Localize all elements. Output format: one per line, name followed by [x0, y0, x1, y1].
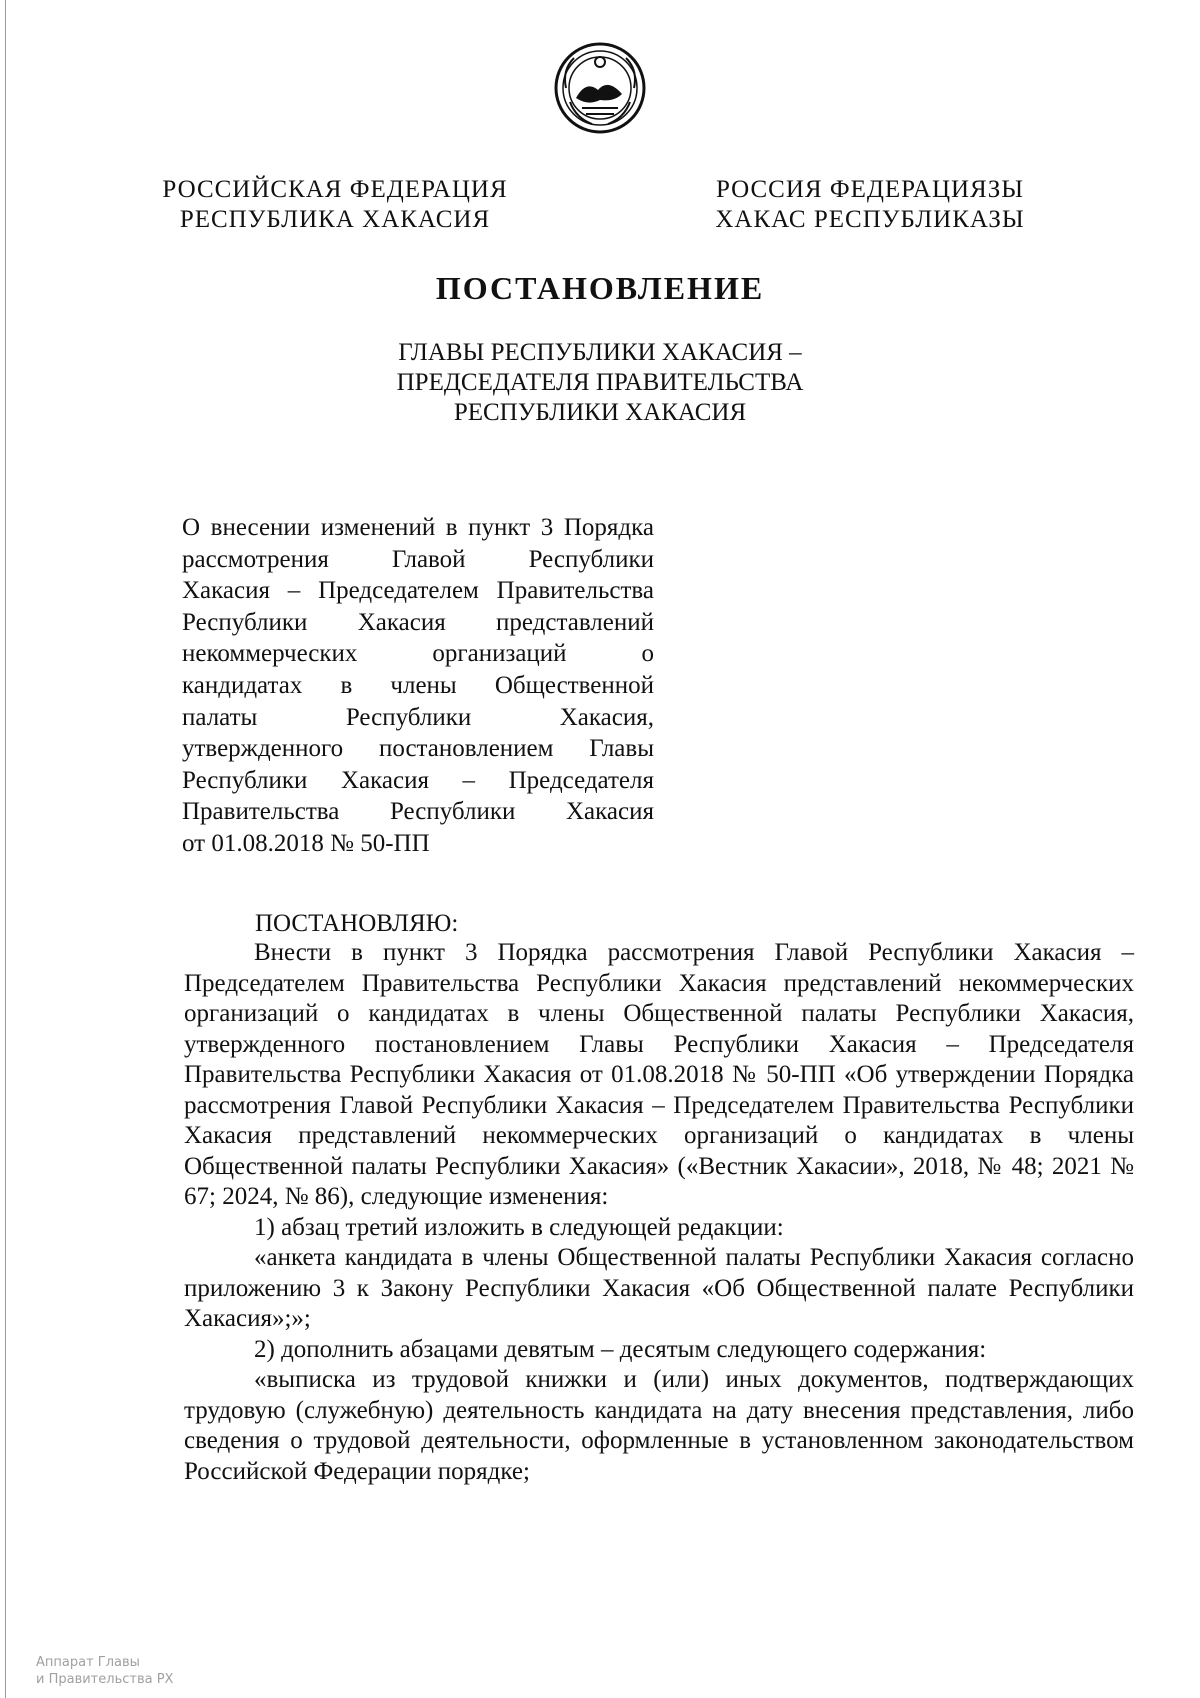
subject-line: рассмотрения Главой Республики [182, 545, 654, 573]
header-left-line1: РОССИЙСКАЯ ФЕДЕРАЦИЯ [162, 176, 508, 203]
issuer-line1: ГЛАВЫ РЕСПУБЛИКИ ХАКАСИЯ – [398, 339, 802, 366]
subject-heading [182, 512, 654, 860]
header-right [680, 175, 1060, 235]
header-right-line1: РОССИЯ ФЕДЕРАЦИЯЗЫ [715, 176, 1025, 203]
decree-word: ПОСТАНОВЛЯЮ: [255, 910, 459, 937]
issuer-line2: ПРЕДСЕДАТЕЛЯ ПРАВИТЕЛЬСТВА [396, 369, 804, 396]
subject-line: утвержденного постановлением Главы [182, 735, 654, 763]
document-type-title: ПОСТАНОВЛЕНИЕ [435, 270, 765, 306]
header-right-line2: ХАКАС РЕСПУБЛИКАЗЫ [715, 206, 1025, 233]
subject-line: О внесении изменений в пункт 3 Порядка [182, 514, 654, 541]
subject-line: от 01.08.2018 № 50-ПП [182, 829, 430, 857]
body-paragraph: «анкета кандидата в члены Общественной палаты Республики Хакасия согласно приложению 3 к Закону Республики Хакасия «Об Общественной палате Республики Хакасия»;»; [184, 1244, 1134, 1332]
subject-line: некоммерческих организаций о [182, 640, 654, 668]
office-stamp [36, 1654, 173, 1688]
subject-line: Республики Хакасия – Председателя [182, 766, 654, 794]
document-body [184, 938, 1134, 1487]
body-paragraph: Внести в пункт 3 Порядка рассмотрения Главой Республики Хакасия – Председателем Правительства Республики Хакасия представлений некоммерческих организаций о кандидатах в члены Общественной палаты Республики Хакасия, утвержденного постановлением Главы Республики Хакасия – Председателя Правительства Республики Хакасия от 01.08.2018 № 50-ПП «Об утверждении Порядка рассмотрения Главой Республики Хакасия – Председателем Правительства Республики Хакасия представлений некоммерческих организаций о кандидатах в члены Общественной палаты Республики Хакасия» («Вестник Хакасии», 2018, № 48; 2021 № 67; 2024, № 86), следующие изменения: [184, 939, 1134, 1210]
issuer-block [340, 338, 860, 428]
subject-line: Республики Хакасия представлений [182, 608, 654, 636]
body-paragraph: 2) дополнить абзацами девятым – десятым следующего содержания: [254, 1335, 987, 1363]
body-paragraph: «выписка из трудовой книжки и (или) иных документов, подтверждающих трудовую (служебную) деятельность кандидата на дату внесения представления, либо сведения о трудовой деятельности, оформленные в установленном законодательством Российской Федерации порядке; [184, 1366, 1134, 1485]
subject-line: палаты Республики Хакасия, [182, 703, 654, 731]
subject-line: Хакасия – Председателем Правительства [182, 577, 654, 605]
header-left [150, 175, 520, 235]
stamp-line1: Аппарат Главы [36, 1655, 140, 1670]
body-paragraph: 1) абзац третий изложить в следующей редакции: [254, 1213, 784, 1241]
coat-of-arms-icon [552, 40, 648, 136]
issuer-line3: РЕСПУБЛИКИ ХАКАСИЯ [453, 399, 747, 426]
subject-line: Правительства Республики Хакасия [182, 798, 654, 826]
subject-line: кандидатах в члены Общественной [182, 671, 654, 699]
scan-edge-line [5, 0, 6, 1698]
header-left-line2: РЕСПУБЛИКА ХАКАСИЯ [179, 206, 491, 233]
stamp-line2: и Правительства РХ [36, 1672, 174, 1687]
